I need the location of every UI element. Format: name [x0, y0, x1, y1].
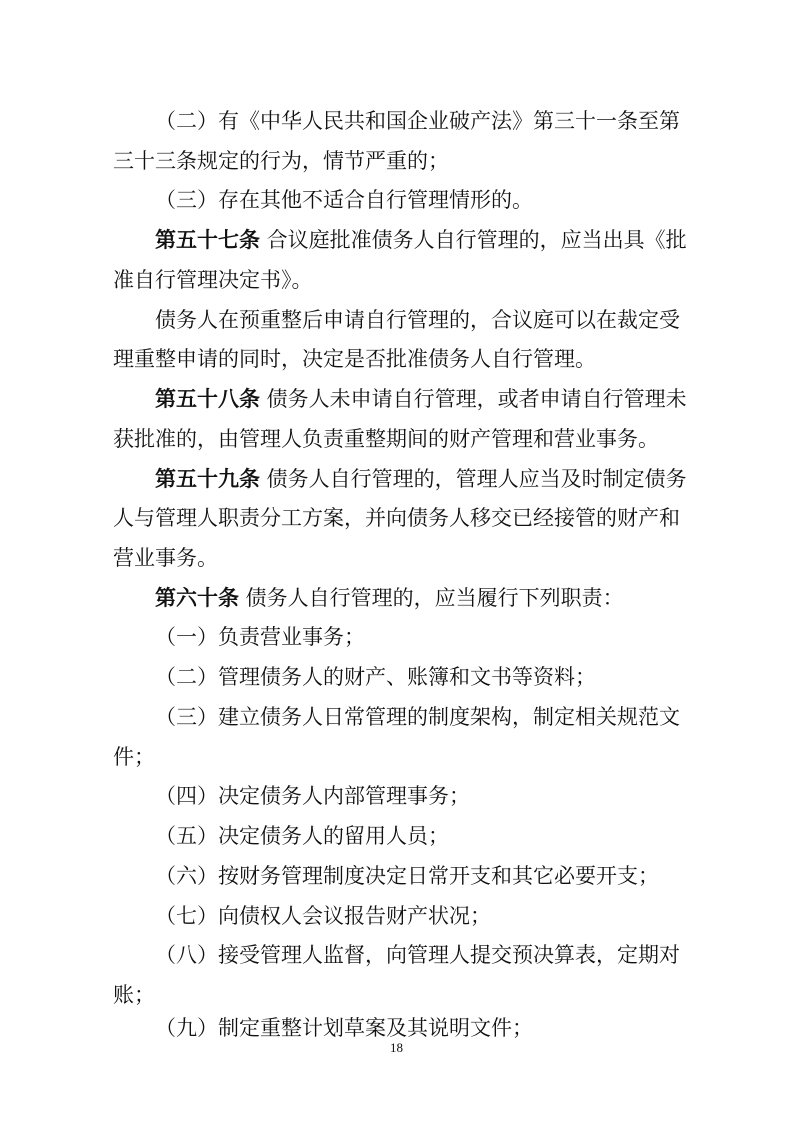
text-line: 件； — [113, 745, 155, 769]
text-line: （三）存在其他不适合自行管理情形的。 — [155, 188, 533, 212]
text-line: 获批准的，由管理人负责重整期间的财产管理和营业事务。 — [113, 427, 659, 451]
text-line: 三十三条规定的行为，情节严重的； — [113, 149, 449, 173]
article-60: 第六十条 债务人自行管理的，应当履行下列职责： — [155, 585, 624, 610]
article-59: 第五十九条 债务人自行管理的，管理人应当及时制定债务 — [155, 466, 687, 491]
list-item: （四）决定债务人内部管理事务； — [155, 784, 470, 808]
text-line: 准自行管理决定书》。 — [113, 268, 313, 292]
list-item: （六）按财务管理制度决定日常开支和其它必要开支； — [155, 864, 659, 888]
list-item: （二）管理债务人的财产、账簿和文书等资料； — [155, 665, 596, 689]
list-item: （三）建立债务人日常管理的制度架构，制定相关规范文 — [155, 705, 680, 729]
article-57: 第五十七条 合议庭批准债务人自行管理的，应当出具《批 — [155, 227, 687, 252]
article-58: 第五十八条 债务人未申请自行管理，或者申请自行管理未 — [155, 386, 687, 411]
list-item: （九）制定重整计划草案及其说明文件； — [155, 1016, 533, 1040]
article-heading: 第五十七条 — [155, 227, 260, 252]
text-line: （二）有《中华人民共和国企业破产法》第三十一条至第 — [155, 109, 680, 133]
article-heading: 第六十条 — [155, 585, 239, 610]
list-item: （八）接受管理人监督，向管理人提交预决算表，定期对 — [155, 943, 680, 967]
text-line: 理重整申请的同时，决定是否批准债务人自行管理。 — [113, 347, 596, 371]
article-heading: 第五十八条 — [155, 386, 260, 411]
list-item: （一）负责营业事务； — [155, 625, 365, 649]
list-item: （七）向债权人会议报告财产状况； — [155, 904, 491, 928]
text-line: 人与管理人职责分工方案，并向债务人移交已经接管的财产和 — [113, 506, 680, 530]
text-line: 债务人在预重整后申请自行管理的，合议庭可以在裁定受 — [155, 308, 680, 332]
text-line: 营业事务。 — [113, 546, 218, 570]
page-number: 18 — [390, 1040, 403, 1055]
article-heading: 第五十九条 — [155, 466, 260, 491]
text-line: 账； — [113, 983, 155, 1007]
list-item: （五）决定债务人的留用人员； — [155, 824, 449, 848]
